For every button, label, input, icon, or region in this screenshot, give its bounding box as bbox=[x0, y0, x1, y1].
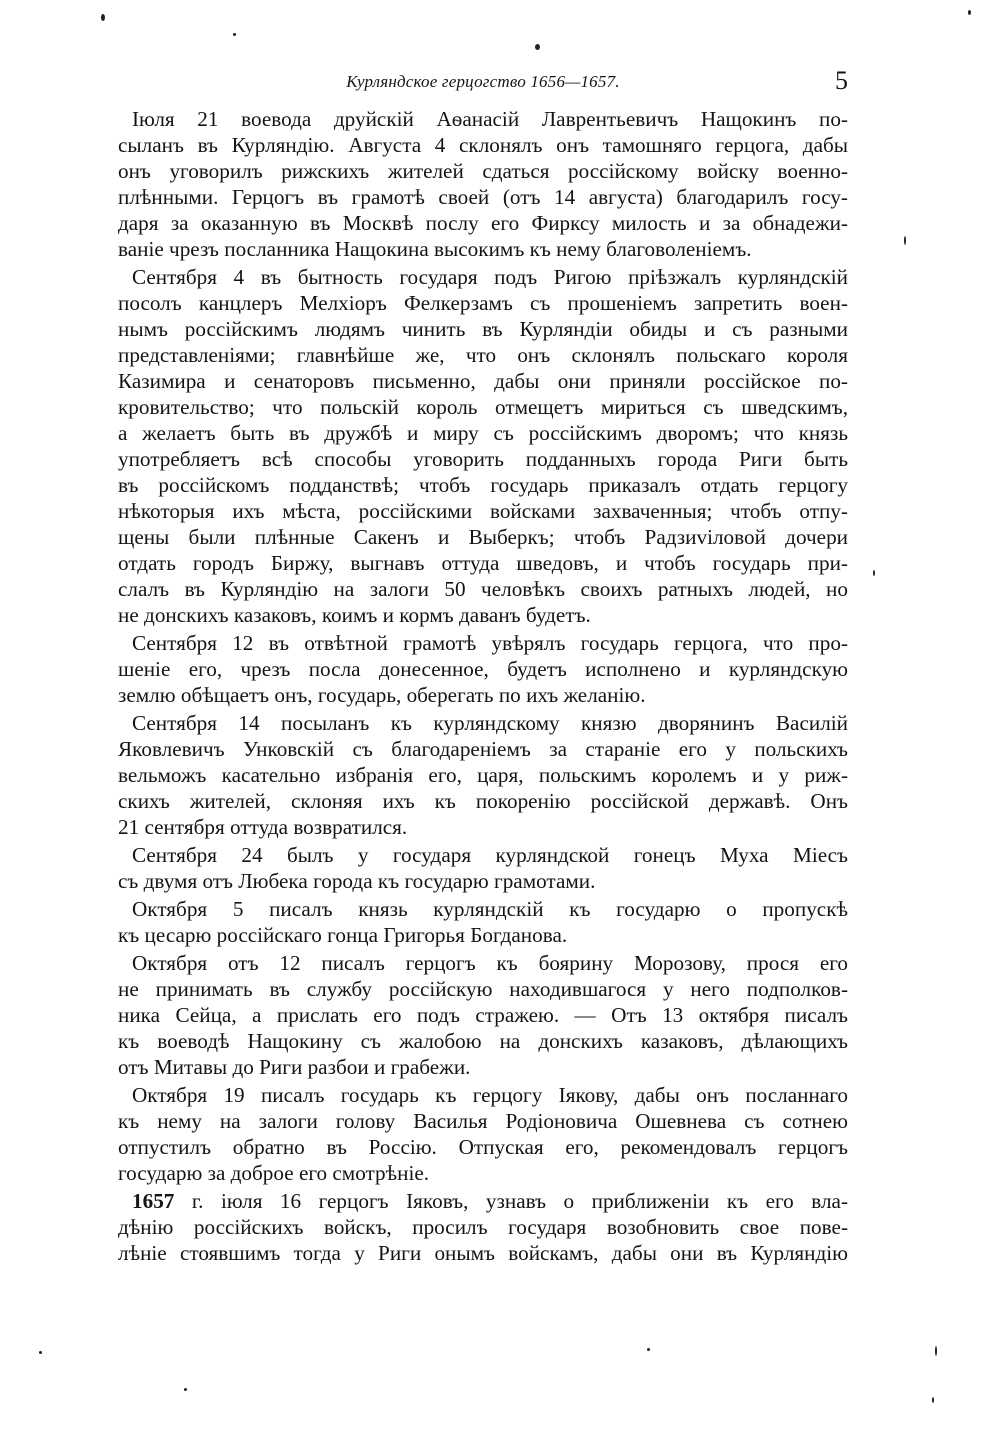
text-line-rest: г. іюля 16 герцогъ Іяковъ, узнавъ о приближеніи къ его вла- bbox=[174, 1189, 848, 1213]
paragraph-3 bbox=[118, 630, 848, 708]
text-line: Яковлевичъ Унковскій съ благодареніемъ за стараніе его у польскихъ bbox=[118, 737, 848, 761]
scan-speck bbox=[904, 236, 906, 245]
paragraph-7 bbox=[118, 950, 848, 1080]
text-line: отдать городъ Биржу, выгнавъ оттуда шведовъ, и чтобъ государь при- bbox=[118, 551, 848, 575]
paragraph-6 bbox=[118, 896, 848, 948]
scan-speck bbox=[647, 1348, 650, 1351]
text-line: посолъ канцлеръ Мелхіоръ Фелкерзамъ съ прошеніемъ запретить воен- bbox=[118, 291, 848, 315]
text-line: вельможъ касательно избранія его, царя, польскимъ королемъ и у риж- bbox=[118, 763, 848, 787]
text-line: представленіями; главнѣйше же, что онъ склонялъ польскаго короля bbox=[118, 343, 848, 367]
scan-speck bbox=[535, 44, 540, 50]
text-line: употребляетъ всѣ способы уговорить подданныхъ города Риги быть bbox=[118, 447, 848, 471]
text-line: Октября отъ 12 писалъ герцогъ къ боярину Морозову, прося его bbox=[132, 951, 848, 975]
text-line: щены были плѣнные Сакенъ и Выберкъ; чтобъ Радзиviловой дочери bbox=[118, 525, 848, 549]
page-number: 5 bbox=[835, 66, 848, 95]
text-line: кровительство; что польскій король отмещетъ мириться съ шведскимъ, bbox=[118, 395, 848, 419]
text-body bbox=[118, 106, 848, 1268]
scan-speck bbox=[184, 1388, 187, 1391]
scan-speck bbox=[101, 14, 105, 21]
text-line: шеніе его, чрезъ посла донесенное, будетъ исполнено и курляндскую bbox=[118, 657, 848, 681]
text-line: лѣніе стоявшимъ тогда у Риги онымъ войскамъ, дабы они въ Курляндію bbox=[118, 1241, 848, 1265]
scan-speck bbox=[39, 1351, 42, 1354]
text-line: дѣнію россійскихъ войскъ, просилъ государя возобновить свое пове- bbox=[118, 1215, 848, 1239]
scan-speck bbox=[233, 33, 236, 36]
text-line: отпустилъ обратно въ Россію. Отпуская его, рекомендовалъ герцогъ bbox=[118, 1135, 848, 1159]
paragraph-8 bbox=[118, 1082, 848, 1186]
text-line: Сентября 24 былъ у государя курляндской гонецъ Муха Міесъ bbox=[132, 843, 848, 867]
text-line: скихъ жителей, склоняя ихъ къ покоренію россійской державѣ. Онъ bbox=[118, 789, 848, 813]
text-line: Октября 5 писалъ князь курляндскій къ государю о пропускѣ bbox=[132, 897, 848, 921]
text-line: Сентября 14 посыланъ къ курляндскому князю дворянинъ Василій bbox=[132, 711, 848, 735]
text-line: нѣкоторыя ихъ мѣста, россійскими войсками захваченныя; чтобъ отпу- bbox=[118, 499, 848, 523]
scan-speck bbox=[932, 1397, 934, 1403]
text-line: отъ Митавы до Риги разбои и грабежи. bbox=[118, 1055, 471, 1079]
text-line: не принимать въ службу россійскую находившагося у него подполков- bbox=[118, 977, 848, 1001]
text-line: Сентября 4 въ бытность государя подъ Ригою пріѣзжалъ курляндскій bbox=[132, 265, 848, 289]
paragraph-9 bbox=[118, 1188, 848, 1266]
text-line: Сентября 12 въ отвѣтной грамотѣ увѣрялъ государь герцога, что про- bbox=[132, 631, 848, 655]
text-line: съ двумя отъ Любека города къ государю грамотами. bbox=[118, 869, 596, 893]
paragraph-1 bbox=[118, 106, 848, 262]
text-line: ника Сейца, а прислать его подъ стражею. — Отъ 13 октября писалъ bbox=[118, 1003, 848, 1027]
text-line: сыланъ въ Курляндію. Августа 4 склонялъ онъ тамошняго герцога, дабы bbox=[118, 133, 848, 157]
running-head bbox=[118, 66, 848, 96]
scan-speck bbox=[935, 1346, 937, 1356]
text-line: плѣнными. Герцогъ въ грамотѣ своей (отъ 14 августа) благодарилъ госу- bbox=[118, 185, 848, 209]
scan-speck bbox=[873, 570, 875, 576]
text-line: Казимира и сенаторовъ письменно, дабы они приняли россійское по- bbox=[118, 369, 848, 393]
text-line: не донскихъ казаковъ, коимъ и кормъ даванъ будетъ. bbox=[118, 603, 591, 627]
text-line: въ россійскомъ подданствѣ; чтобъ государь приказалъ отдать герцогу bbox=[118, 473, 848, 497]
text-line-with-year bbox=[118, 1188, 848, 1214]
text-line: 21 сентября оттуда возвратился. bbox=[118, 815, 408, 839]
text-line: Октября 19 писалъ государь къ герцогу Іякову, дабы онъ посланнаго bbox=[132, 1083, 848, 1107]
text-line: даря за оказанную въ Москвѣ послу его Фирксу милость и за обнадежи- bbox=[118, 211, 848, 235]
text-line: нымъ россійскимъ людямъ чинить въ Курляндіи обиды и съ разными bbox=[118, 317, 848, 341]
bold-year: 1657 bbox=[132, 1189, 175, 1213]
text-line: онъ уговорилъ рижскихъ жителей сдаться россійскому войску военно- bbox=[118, 159, 848, 183]
text-line: къ цесарю россійскаго гонца Григорья Богданова. bbox=[118, 923, 568, 947]
text-line: ваніе чрезъ посланника Нащокина высокимъ къ нему благоволеніемъ. bbox=[118, 237, 752, 261]
paragraph-4 bbox=[118, 710, 848, 840]
paragraph-5 bbox=[118, 842, 848, 894]
text-line: а желаетъ быть въ дружбѣ и миру съ россійскимъ дворомъ; что князь bbox=[118, 421, 848, 445]
text-line: землю обѣщаетъ онъ, государь, оберегать по ихъ желанію. bbox=[118, 683, 646, 707]
text-line: государю за доброе его смотрѣніе. bbox=[118, 1161, 430, 1185]
running-title: Курляндское герцогство 1656—1657. bbox=[346, 72, 620, 91]
text-line: къ воеводѣ Нащокину съ жалобою на донскихъ казаковъ, дѣлающихъ bbox=[118, 1029, 848, 1053]
paragraph-2 bbox=[118, 264, 848, 628]
scan-speck bbox=[968, 10, 971, 15]
text-line: слалъ въ Курляндію на залоги 50 человѣкъ своихъ ратныхъ людей, но bbox=[118, 577, 848, 601]
text-line: Іюля 21 воевода друйскій Аѳанасій Лаврентьевичъ Нащокинъ по- bbox=[132, 107, 848, 131]
text-line: къ нему на залоги голову Василья Родіоновича Ошевнева съ сотнею bbox=[118, 1109, 848, 1133]
